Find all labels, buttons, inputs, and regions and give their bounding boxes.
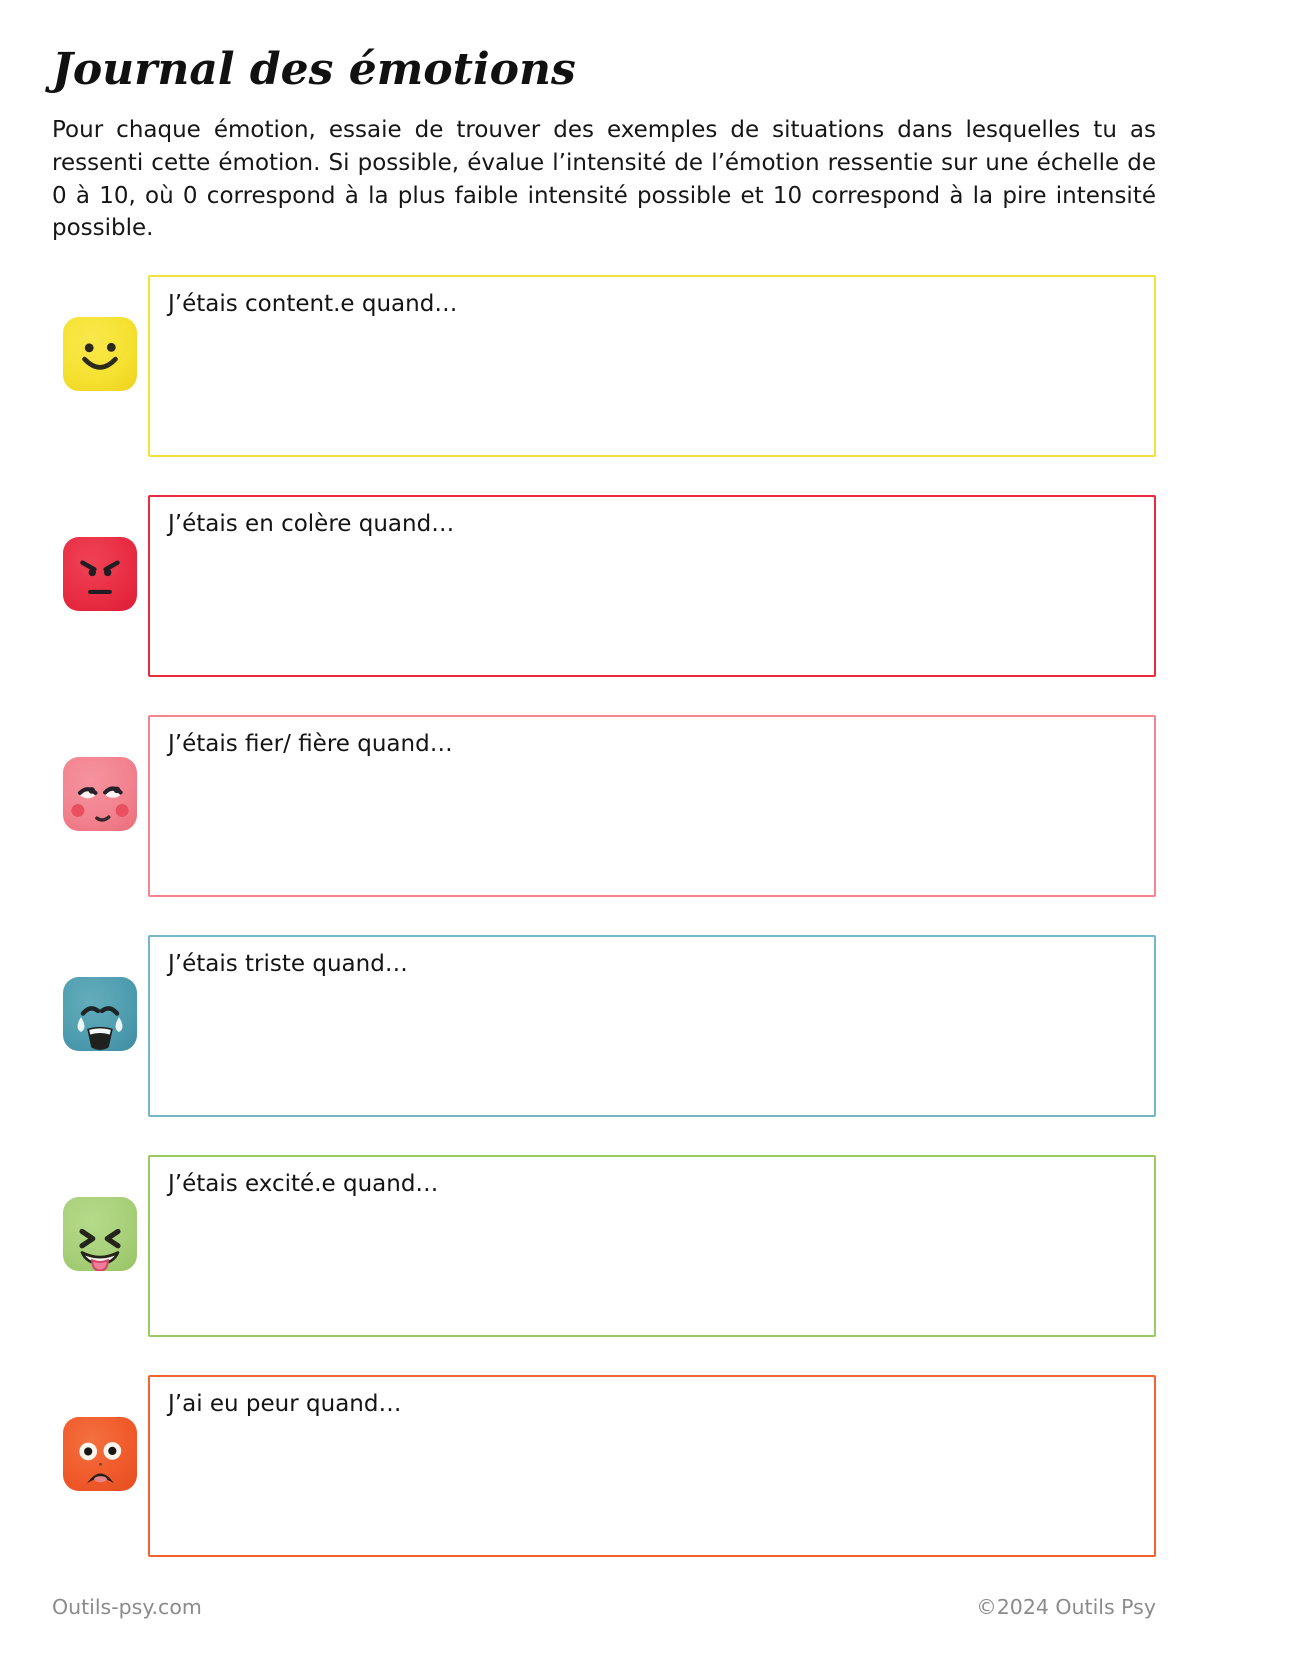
emotion-row-proud	[52, 715, 1156, 897]
happy-face-icon	[63, 317, 137, 391]
footer-site-name: Outils-psy.com	[52, 1595, 202, 1620]
footer-copyright: ©2024 Outils Psy	[976, 1595, 1156, 1620]
scared-face-icon	[63, 1417, 137, 1491]
answer-box-sad	[148, 935, 1156, 1117]
answer-box-excited	[148, 1155, 1156, 1337]
emotion-row-happy	[52, 275, 1156, 457]
emotion-row-sad	[52, 935, 1156, 1117]
emotion-prompt-label: J’étais fier/ fière quand…	[168, 731, 453, 758]
emotion-prompt-label: J’ai eu peur quand…	[168, 1391, 402, 1418]
page-title: Journal des émotions	[52, 44, 576, 95]
emotion-prompt-label: J’étais excité.e quand…	[168, 1171, 439, 1198]
angry-face-icon	[63, 537, 137, 611]
proud-face-icon	[63, 757, 137, 831]
answer-box-angry	[148, 495, 1156, 677]
emotion-row-scared	[52, 1375, 1156, 1557]
answer-box-proud	[148, 715, 1156, 897]
emotion-prompt-label: J’étais en colère quand…	[168, 511, 455, 538]
answer-box-happy	[148, 275, 1156, 457]
excited-face-icon	[63, 1197, 137, 1271]
crying-face-icon	[63, 977, 137, 1051]
emotion-prompt-label: J’étais content.e quand…	[168, 291, 458, 318]
emotion-prompt-label: J’étais triste quand…	[168, 951, 408, 978]
emotion-row-angry	[52, 495, 1156, 677]
page-footer	[52, 1595, 1156, 1619]
emotion-row-excited	[52, 1155, 1156, 1337]
answer-box-scared	[148, 1375, 1156, 1557]
intro-text: Pour chaque émotion, essaie de trouver des exemples de situations dans lesquelles tu as ressenti cette émotion. Si possible, évalue l’intensité de l’émotion ressentie sur une échelle de 0 à 10, où 0 correspond à la plus faible intensité possible et 10 correspond à la pire intensité possible.	[52, 117, 1156, 242]
